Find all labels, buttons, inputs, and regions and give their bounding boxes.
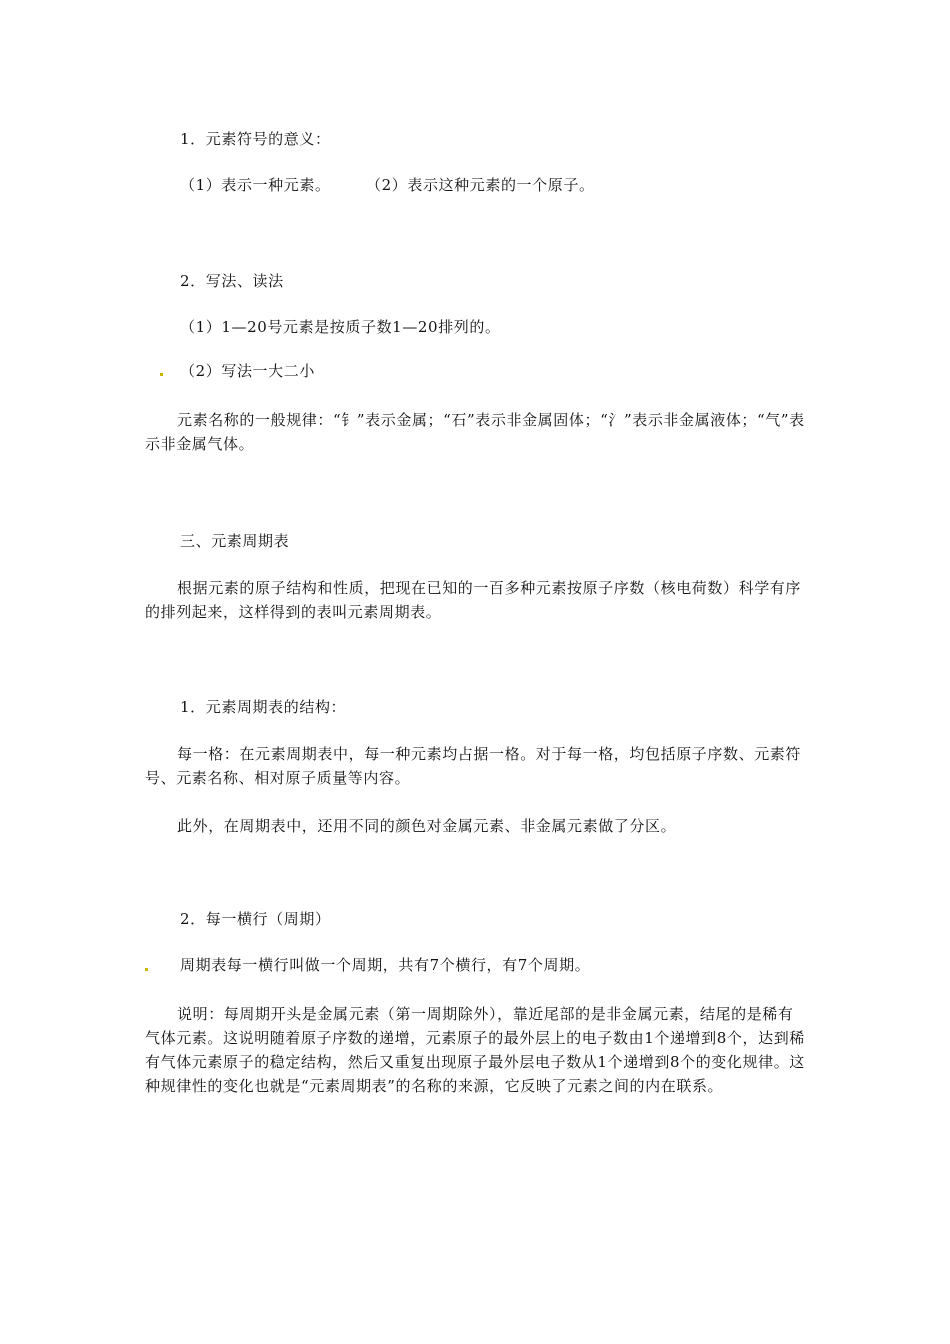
periodic-table-definition: 根据元素的原子结构和性质，把现在已知的一百多种元素按原子序数（核电荷数）科学有序的排列起来，这样得到的表叫元素周期表。 xyxy=(145,579,802,621)
explanation-paragraph: 说明：每周期开头是金属元素（第一周期除外），靠近尾部的是非金属元素，结尾的是稀有气体元素。这说明随着原子序数的递增，元素原子的最外层上的电子数由1个递增到8个，达到稀有气体元素原子的稳定结构，然后又重复出现原子最外层电子数从1个递增到8个的变化规律。这种规律性的变化也就是“元素周期表”的名称的来源，它反映了元素之间的内在联系。 xyxy=(145,1005,805,1095)
decorative-dot xyxy=(145,968,148,971)
symbol-meaning-item-2: （2）表示这种元素的一个原子。 xyxy=(366,176,595,194)
element-name-rule-paragraph: 元素名称的一般规律：“钅”表示金属；“石”表示非金属固体；“氵”表示非金属液体；“气”表示非金属气体。 xyxy=(145,411,805,453)
section-heading-rows-periods: 2．每一横行（周期） xyxy=(180,910,331,928)
color-zoning-paragraph: 此外，在周期表中，还用不同的颜色对金属元素、非金属元素做了分区。 xyxy=(177,817,677,835)
section-heading-writing-reading: 2．写法、读法 xyxy=(180,272,284,290)
writing-item-1: （1）1—20号元素是按质子数1—20排列的。 xyxy=(180,318,501,336)
section-heading-symbol-meaning: 1．元素符号的意义： xyxy=(180,130,331,148)
cell-description-paragraph: 每一格：在元素周期表中，每一种元素均占据一格。对于每一格，均包括原子序数、元素符号、元素名称、相对原子质量等内容。 xyxy=(145,745,802,787)
section-heading-periodic-table: 三、元素周期表 xyxy=(180,532,290,550)
section-heading-table-structure: 1．元素周期表的结构： xyxy=(180,698,347,716)
writing-item-2: （2）写法一大二小 xyxy=(180,362,315,380)
rows-description: 周期表每一横行叫做一个周期，共有7个横行，有7个周期。 xyxy=(180,956,591,974)
decorative-dot xyxy=(160,373,163,376)
symbol-meaning-item-1: （1）表示一种元素。 xyxy=(180,176,331,194)
